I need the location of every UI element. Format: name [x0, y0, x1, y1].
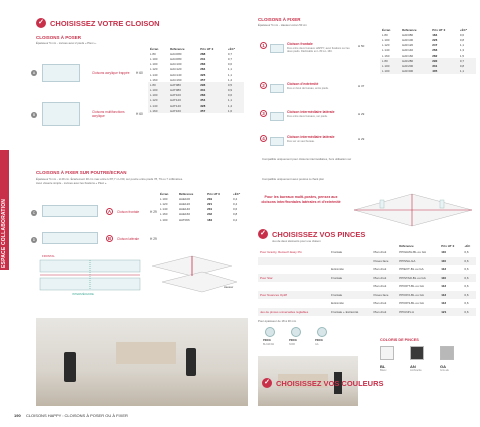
marker-d-icon: B — [107, 236, 112, 241]
coloris-pinces-title: COLORIS DE PINCES — [380, 338, 419, 342]
header-cell: Prix HT € — [441, 243, 455, 248]
table-cell: 0,8 — [459, 37, 465, 42]
bullet-d-icon: D — [32, 238, 36, 242]
color-swatch[interactable] — [380, 346, 394, 360]
fixer-subtitle: CLOISONS À FIXER SUR POUTRE/ECRAN — [36, 170, 127, 175]
table-cell: 1,1 — [227, 72, 233, 77]
header-cell: Prix HT € — [200, 46, 214, 51]
table-cell: HAC140 — [170, 72, 182, 77]
swatch-name: Anthracite — [410, 369, 422, 372]
fixer-note-1: Épaisseur 5 mm - H 29 cm. Écartement 30 cm max entre H 87,7 x H 60, sur poutre entre pieds 78, 79 ou 7 millimètres. — [36, 177, 183, 181]
table-cell: L 100 — [148, 93, 168, 98]
panel-image — [270, 84, 284, 93]
univ-note: Pour épaisseur de 18 à 30 mm — [258, 319, 297, 323]
table-cell: PPIUNIV-A — [397, 308, 439, 317]
check-icon: ✓ — [262, 378, 272, 388]
table-row — [380, 69, 476, 74]
table-cell: L 80 — [150, 51, 156, 56]
table-cell: 184 — [207, 217, 213, 222]
chair-icon — [64, 352, 76, 382]
panel-d-image — [42, 232, 98, 244]
table-cell: L 120 — [150, 67, 158, 72]
header-cell: Prix HT € — [432, 27, 446, 32]
table-cell: Frontale — [329, 274, 371, 283]
item-a-label: Cloisons acrylique frappée — [92, 71, 130, 75]
table-cell: HAC160 — [170, 77, 182, 82]
table-cell: 184 — [432, 32, 438, 37]
item-height: H 29 — [358, 112, 365, 116]
color-swatch[interactable] — [440, 346, 454, 360]
table-cell: 0,2 — [233, 217, 238, 222]
table-cell: HAE140 — [178, 207, 191, 212]
table-cell: 226 — [432, 37, 438, 42]
table-cell: Pour Star — [258, 274, 329, 283]
table-cell: Plan droit — [372, 308, 398, 317]
poser-subtitle: CLOISONS À POSER — [36, 35, 82, 40]
table-cell: PPISSA-GA — [397, 257, 439, 266]
item-desc: Fixe entre deux bureaux HAPPY, avec fixations sur les deux pieds. Déclinable en L 80 à L 160. — [287, 47, 350, 54]
table-cell: Plan droit — [373, 301, 387, 306]
item-a-height: H 60 — [136, 71, 143, 75]
table-cell: 231 — [207, 207, 213, 212]
table-cell: HAT140 — [168, 103, 198, 108]
table-cell: 0,6 — [462, 274, 476, 283]
table-cell: HAF300 — [400, 69, 430, 74]
table-row — [258, 308, 476, 317]
left-title: CHOISISSEZ VOTRE CLOISON — [50, 19, 160, 28]
item-height: H 37 — [358, 84, 365, 88]
item-d-height: H 29 — [150, 237, 157, 241]
promo-diagram-svg — [350, 188, 476, 228]
bullet-c-icon: C — [32, 211, 36, 215]
header-cell: +ÉC — [464, 243, 471, 248]
panel-image — [270, 112, 284, 121]
table-cell: 357 — [198, 108, 226, 113]
panel-c-image — [42, 205, 98, 217]
table-cell: 282 — [432, 53, 438, 58]
table-cell: 1,5 — [459, 53, 465, 58]
pinces-note: Jeu de deux éléments pour une cloison — [272, 239, 321, 243]
table-cell: HAF080 — [402, 32, 414, 37]
table-cell: 0,6 — [227, 62, 233, 67]
table-cell: L 100 — [160, 217, 168, 222]
pince-label: PINCE — [315, 339, 323, 342]
table-cell: 219 — [207, 196, 213, 201]
table-cell: 1,1 — [459, 43, 465, 48]
table-cell: 0,6 — [462, 257, 476, 266]
table-row — [158, 217, 248, 222]
table-row — [258, 282, 476, 291]
table-cell: L 120 — [148, 98, 168, 103]
pince-icon — [317, 327, 327, 337]
table-cell: 113 — [441, 284, 447, 289]
table-cell: HAT120 — [168, 98, 198, 103]
pince-icon — [291, 327, 301, 337]
table-row — [258, 248, 476, 257]
promo-diagram — [350, 188, 476, 228]
swatch-code: GA — [440, 364, 446, 369]
item-desc: Fixe sur un seul bureau. — [287, 140, 315, 143]
table-cell: L 80 — [382, 32, 388, 37]
table-cell: 0,6 — [462, 291, 476, 300]
table-row — [258, 291, 476, 300]
compat-note-1: Compatible uniquement pour cloisons intermédiaires, hors utilisation sur — [262, 157, 352, 161]
table-cell: 113 — [441, 267, 447, 272]
item-title: Cloison frontale — [287, 42, 313, 46]
table-cell: 357 — [200, 77, 206, 82]
item-number-icon: 2 — [260, 82, 267, 89]
table-cell: 0,5 — [226, 82, 244, 87]
pince-label: PINCE — [263, 339, 271, 342]
pince-sublabel: BL/GR/AN — [263, 342, 275, 346]
table-cell: 328 — [198, 103, 226, 108]
table-cell: Plan droit — [372, 274, 398, 283]
fixer-left-table — [158, 191, 248, 222]
table-cell: Jeu de pinces universelles réglables — [258, 308, 329, 317]
item-title: Cloison intermédiaire latérale — [287, 110, 335, 114]
table-cell: 1,1 — [227, 67, 233, 72]
table-cell: 284 — [200, 67, 206, 72]
chair-icon — [186, 348, 196, 376]
header-cell: Écran — [382, 27, 391, 32]
table-cell: 0,6 — [464, 250, 469, 255]
item-c-height: H 29 — [150, 210, 157, 214]
table-cell: HAT080 — [168, 88, 198, 93]
table-cell: 221 — [207, 201, 213, 206]
table-cell: 354 — [198, 98, 226, 103]
table-row — [148, 108, 244, 113]
compat-note-2: Compatible uniquement avec poutres à chant plat — [262, 177, 324, 181]
table-cell: L 120 — [160, 201, 168, 206]
table-cell: HAF100 — [402, 37, 414, 42]
table-cell: 326 — [200, 72, 206, 77]
table-cell: L 140 — [150, 72, 158, 77]
pince-icon — [265, 327, 275, 337]
pince-sublabel: NOIR — [289, 342, 295, 346]
table-row — [258, 257, 476, 266]
table-cell — [258, 282, 329, 291]
marker-c-icon: A — [107, 209, 112, 214]
table-cell — [329, 282, 371, 291]
table-cell: L 100 — [380, 63, 400, 68]
table-cell: 113 — [439, 291, 462, 300]
table-cell: Plan droit — [373, 284, 387, 289]
table-cell: L 80 — [380, 58, 400, 63]
table-cell: L 100 — [148, 88, 168, 93]
table-cell: 1,6 — [226, 108, 244, 113]
table-cell: 1,4 — [226, 103, 244, 108]
pinces-title: CHOISISSEZ VOS PINCES — [272, 230, 366, 239]
item-desc: Fixe en bout de bureau, entre pieds. — [287, 87, 329, 90]
fixer-note-2: Avec visserie simple - Livrées avec les fixations « Plexi ». — [36, 181, 108, 185]
table-cell: Poses face — [372, 257, 398, 266]
table-cell: Plan droit — [373, 250, 387, 255]
item-b-label: Cloisons multifonctions acrylique — [92, 110, 125, 118]
right-fixer-table — [380, 27, 476, 74]
table-cell: L 80 — [148, 82, 168, 87]
table-cell: HAT100 — [168, 93, 198, 98]
check-icon: ✓ — [258, 229, 268, 239]
panel-a-image — [42, 64, 80, 82]
table-cell — [329, 257, 371, 266]
bullet-b-icon: B — [32, 113, 36, 117]
pinces-table — [258, 243, 476, 316]
header-cell: Référence — [399, 243, 414, 248]
table-row — [258, 265, 476, 274]
item-number-icon: 1 — [260, 42, 267, 49]
table-cell: L 120 — [382, 43, 390, 48]
table-cell: 110 — [441, 250, 447, 255]
table-cell: 1,3 — [459, 48, 465, 53]
table-cell: 121 — [439, 308, 462, 317]
right-fixer-subtitle: CLOISONS À FIXER — [258, 17, 301, 22]
swatch-name: Gris alu — [440, 369, 449, 372]
table-cell: HAF160 — [402, 53, 414, 58]
panel-b-image — [42, 102, 80, 126]
table-cell: 266 — [432, 48, 438, 53]
promo-text: Pour les bureaux multi-postes, pensez aux cloisons inter/frontales latérales et d'extrémité — [261, 195, 341, 204]
desk-diagram — [32, 252, 244, 312]
table-cell: PPIOP2-BL ou GA — [397, 291, 439, 300]
table-cell: 231 — [200, 56, 206, 61]
table-cell: 288 — [200, 51, 206, 56]
table-cell: 290 — [430, 58, 458, 63]
desk-shape — [116, 342, 176, 364]
item-title: Cloison d'extrémité — [287, 82, 319, 86]
table-cell: Extrémité — [331, 301, 344, 306]
table-cell: HAC120 — [170, 67, 182, 72]
pince-label: PINCE — [289, 339, 297, 342]
table-cell: HAC100 — [170, 62, 182, 67]
table-cell: 242 — [207, 212, 213, 217]
sidebar-tab — [0, 150, 9, 270]
couleurs-title: CHOISISSEZ VOS COULEURS — [276, 379, 384, 388]
table-cell: 0,4 — [233, 201, 238, 206]
table-cell: 1,1 — [458, 69, 476, 74]
table-cell: Pour Gravity, Retouch Easy Pin — [260, 250, 302, 255]
item-number-icon: 4 — [260, 135, 267, 142]
header-cell: +ÉC* — [459, 27, 468, 32]
page-number: 190 — [14, 413, 21, 418]
table-cell: HAC080 — [170, 51, 182, 56]
table-cell: HAT066 — [178, 217, 190, 222]
table-cell: HAF140 — [402, 48, 414, 53]
table-cell: L 160 — [160, 212, 168, 217]
table-cell: HAF200 — [400, 63, 430, 68]
table-cell: 296 — [198, 82, 226, 87]
table-cell — [258, 265, 329, 274]
table-cell: HAC080 — [170, 56, 182, 61]
item-number-icon: 3 — [260, 110, 267, 117]
table-cell: Extrémité — [331, 267, 344, 272]
table-cell: HAE100 — [178, 196, 191, 201]
table-cell: 331 — [198, 88, 226, 93]
office-photo-left — [36, 318, 248, 406]
table-cell: Poses face — [372, 291, 398, 300]
table-cell: 0,6 — [464, 284, 469, 289]
table-cell: 110 — [439, 274, 462, 283]
swatch-code: BL — [380, 364, 386, 369]
item-b-height: H 60 — [136, 112, 143, 116]
right-fixer-note: Épaisseur 5 mm - Hauteur écran 50 cm — [258, 23, 307, 27]
table-cell: PPIOP3-BL ou GA — [399, 301, 424, 306]
header-cell: Prix HT € — [207, 191, 221, 196]
table-cell: 0,6 — [226, 93, 244, 98]
panel-image — [270, 44, 284, 53]
table-cell: 0,6 — [464, 267, 469, 272]
table-cell: PPIOPT-BL ou GA — [399, 284, 424, 289]
table-cell: 0,8 — [458, 63, 476, 68]
table-cell: L 160 — [150, 77, 158, 82]
table-cell: 1,4 — [227, 77, 233, 82]
table-cell: 405 — [430, 69, 458, 74]
header-cell: Écran — [150, 46, 159, 51]
header-cell: Référence — [170, 46, 185, 51]
diagram-label-a: FRONTAL — [42, 254, 55, 258]
pince-sublabel: GA — [315, 342, 319, 346]
table-cell: HAE160 — [178, 212, 191, 217]
check-icon: ✓ — [36, 18, 46, 28]
table-cell: Frontale + Extrémité — [329, 308, 371, 317]
table-cell: L 100 — [382, 37, 390, 42]
item-height: H 29 — [358, 137, 365, 141]
table-cell: 0,4 — [233, 196, 238, 201]
table-cell: HAT080 — [168, 82, 198, 87]
table-cell: 0,7 — [227, 56, 233, 61]
sidebar-label: ESPACE COLLABORATION — [1, 198, 7, 268]
poser-note: Épaisseur 5 mm - Livrées avec 2 pieds « Plexi ». — [36, 41, 97, 45]
table-cell: 247 — [432, 43, 438, 48]
bullet-a-icon: A — [32, 71, 36, 75]
table-cell: HAE120 — [178, 201, 191, 206]
table-cell: 0,7 — [458, 58, 476, 63]
table-cell: 283 — [198, 93, 226, 98]
table-cell: L 160 — [148, 108, 168, 113]
swatch-name: Blanc — [380, 369, 387, 372]
header-cell: +ÉC* — [227, 46, 236, 51]
table-row — [258, 274, 476, 283]
table-cell: HAF280 — [400, 58, 430, 63]
table-cell: HAF120 — [402, 43, 414, 48]
table-cell: L 100 — [160, 196, 168, 201]
table-cell: PPISTAR-BL ou GA — [397, 274, 439, 283]
item-desc: Fixe entre deux bureaux, sur pieds. — [287, 115, 328, 118]
table-cell: L 100 — [380, 69, 400, 74]
poser-table — [148, 46, 244, 113]
table-cell: 283 — [200, 62, 206, 67]
table-cell: L 100 — [150, 62, 158, 67]
desk-diagram-svg — [32, 252, 244, 312]
table-cell: L 140 — [160, 207, 168, 212]
swatch-code: AN — [410, 364, 416, 369]
table-cell: 113 — [441, 301, 447, 306]
table-cell: 0,6 — [459, 32, 465, 37]
table-cell: Frontale — [329, 291, 371, 300]
item-height: H 50 — [358, 44, 365, 48]
table-cell: PPIGRAV-BL ou GA — [399, 250, 427, 255]
table-cell: 0,9 — [226, 88, 244, 93]
header-cell: Référence — [178, 191, 194, 196]
table-cell: 110 — [439, 257, 462, 266]
table-cell: 1,1 — [226, 98, 244, 103]
table-cell: L 140 — [148, 103, 168, 108]
table-row — [258, 299, 476, 308]
table-cell: Frontale — [331, 250, 343, 255]
header-cell: Écran — [160, 191, 169, 196]
table-cell: PPIEXT-BL ou GA — [399, 267, 424, 272]
header-cell: +ÉC* — [233, 191, 241, 196]
color-swatch[interactable] — [410, 346, 424, 360]
header-cell: Référence — [402, 27, 417, 32]
table-cell: 0,7 — [227, 51, 233, 56]
table-cell: 0,8 — [233, 212, 238, 217]
table-cell: 0,6 — [462, 308, 476, 317]
table-cell: Plan droit — [373, 267, 387, 272]
footer-text: CLOISONS HAPPY : CLOISONS À POSER OU À FIXER — [25, 413, 128, 418]
table-cell: L 140 — [382, 48, 390, 53]
table-cell: Pour Nuances Optiff — [258, 291, 329, 300]
table-cell: 0,6 — [464, 301, 469, 306]
panel-image — [270, 137, 284, 146]
diagram-label-b: INTERMÉDIAIRE — [72, 292, 94, 296]
item-c-label: Cloison frontale — [117, 210, 140, 214]
table-cell — [258, 299, 329, 308]
diagram-note: Hauteur — [224, 286, 234, 289]
table-cell: L 160 — [382, 53, 390, 58]
table-cell — [258, 257, 329, 266]
footer — [14, 413, 128, 418]
item-title: Cloison intermédiaire latérale — [287, 135, 335, 139]
table-cell: HAT160 — [168, 108, 198, 113]
table-cell: 0,6 — [233, 207, 238, 212]
table-cell: L 100 — [150, 56, 158, 61]
item-d-label: Cloison latérale — [117, 237, 139, 241]
table-cell: 331 — [430, 63, 458, 68]
